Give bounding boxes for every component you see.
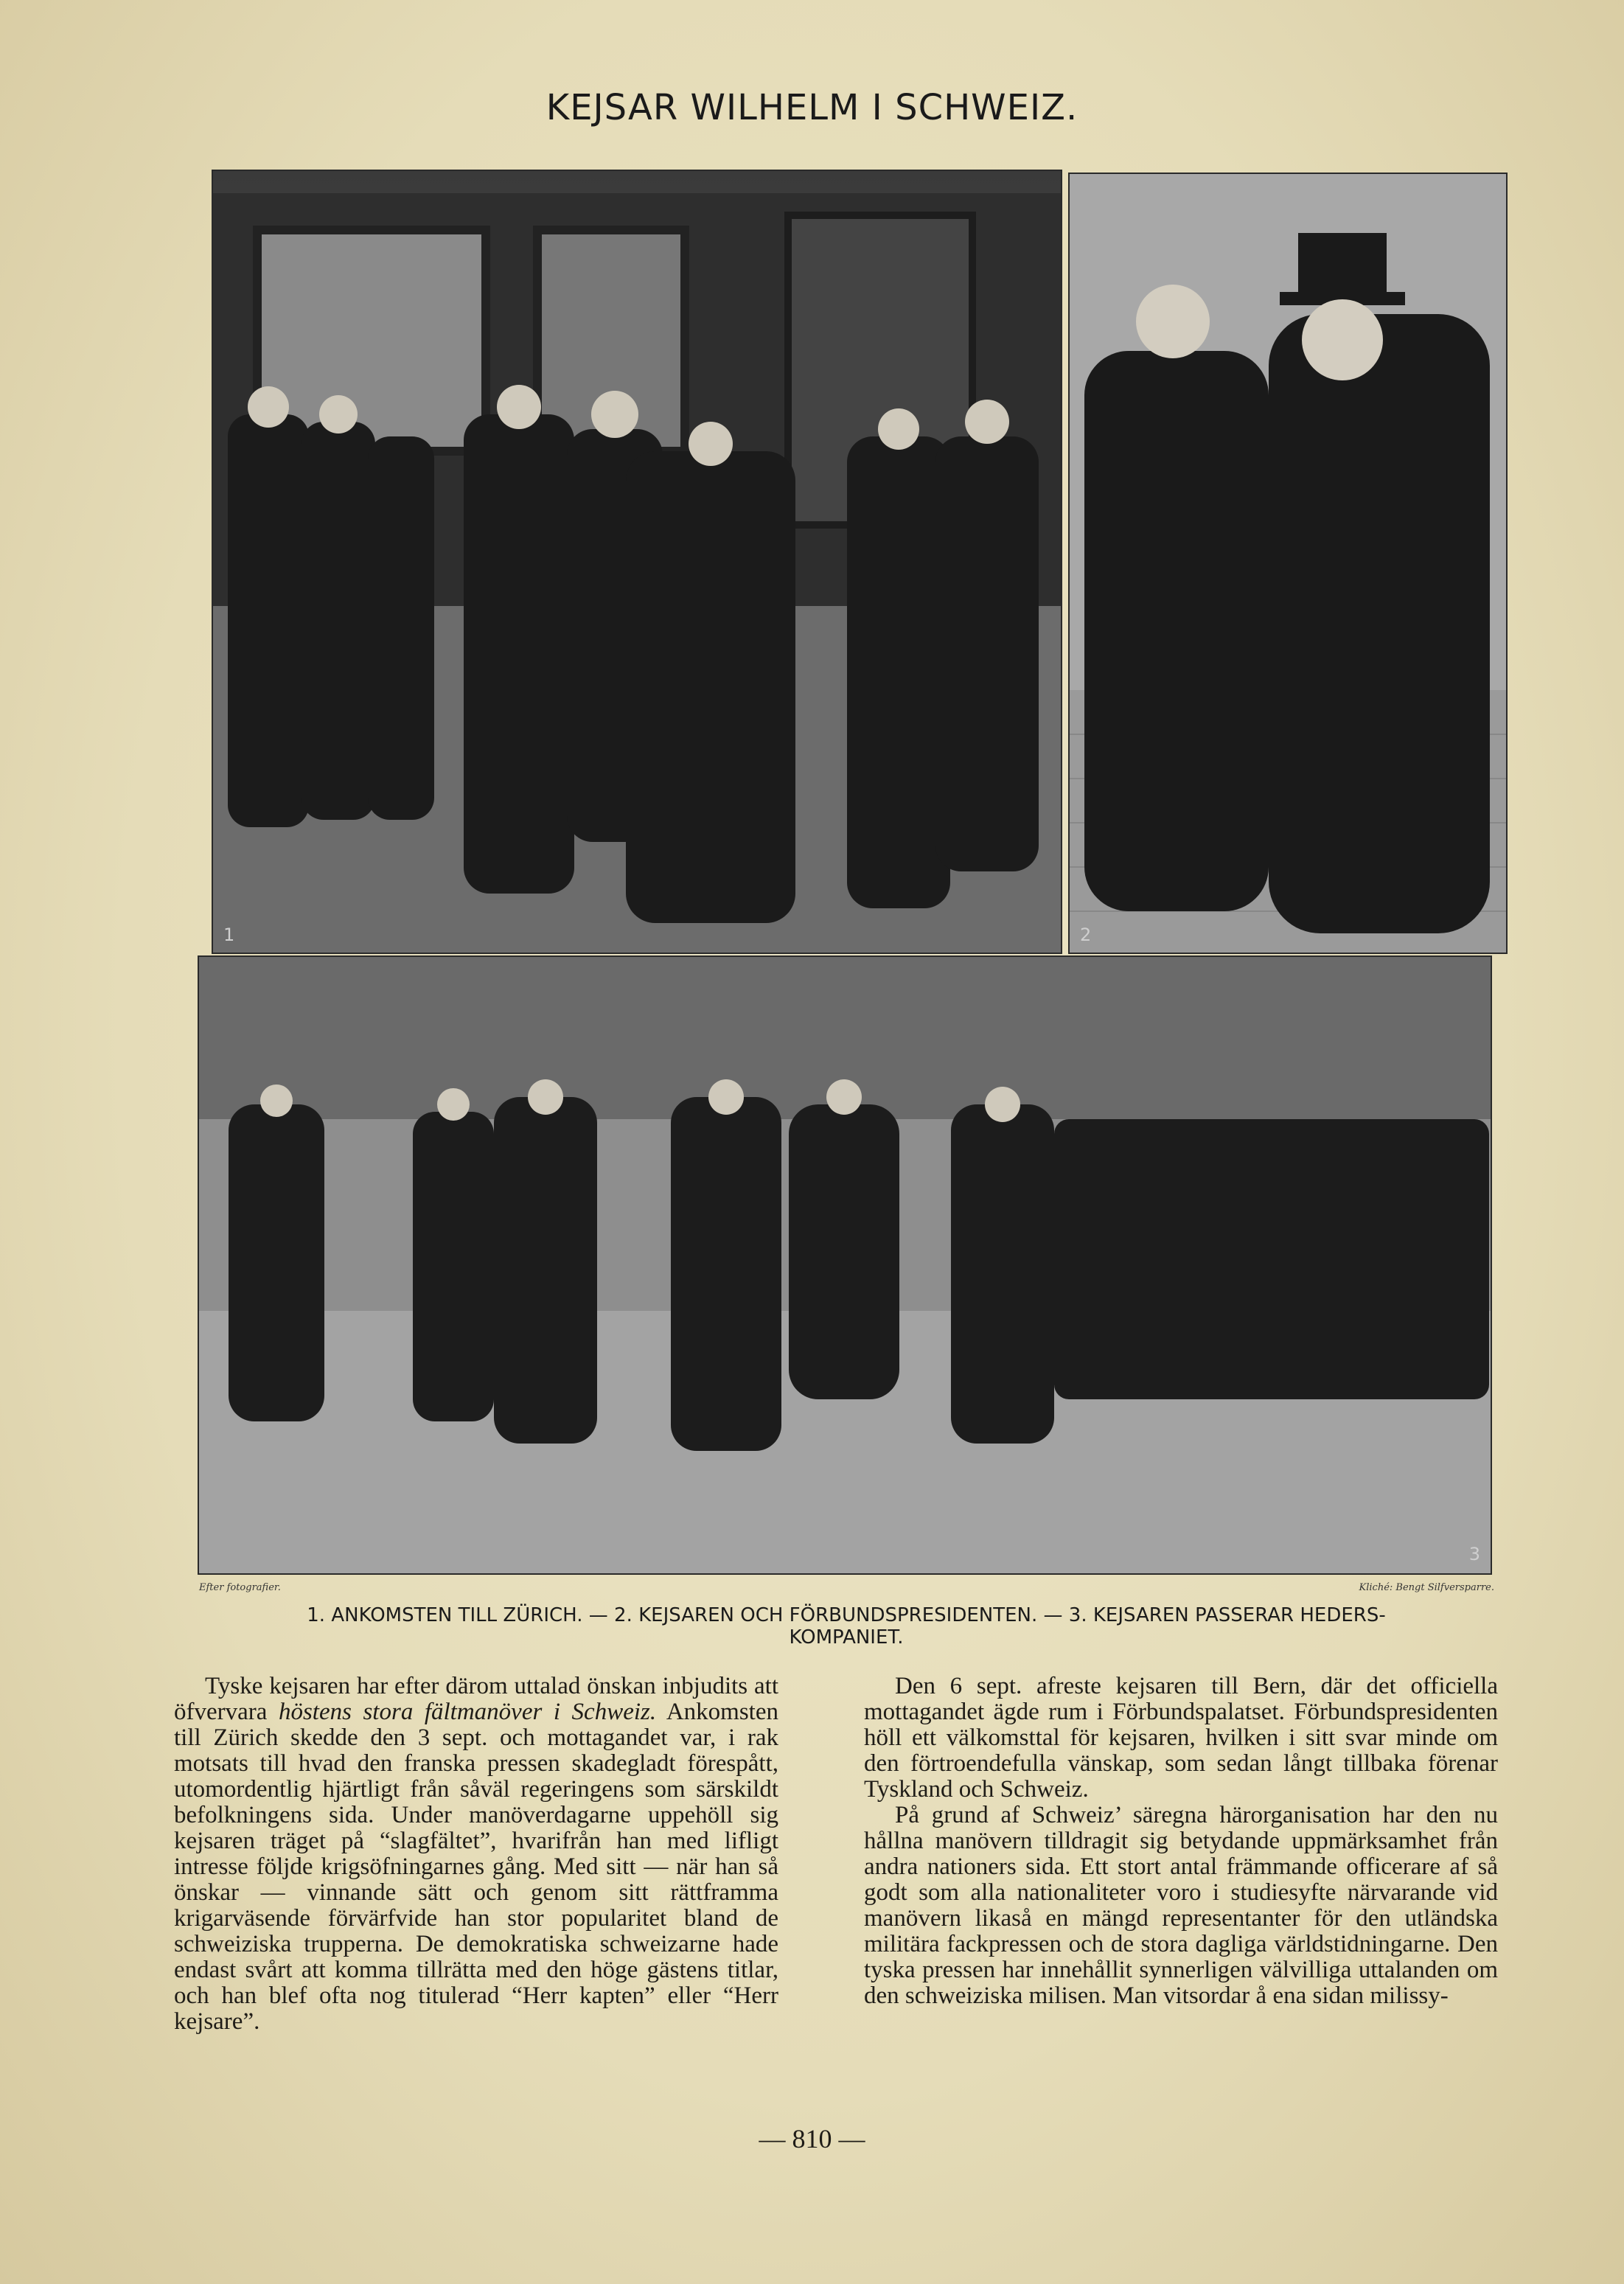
photo-credit-left: Efter fotografier. xyxy=(199,1582,281,1593)
right-paragraph-2: På grund af Schweiz’ säregna härorganisation har den nu hållna manövern tilldragit sig betydande uppmärksamhet från andra nationers sida. Ett stort antal främmande officerare af så godt som alla nationaliteter voro i studiesyfte närvarande vid manövern likaså en mängd representanter för den utländska militära fackpressen och de stora dagliga världstidningarne. Den tyska pressen har innehållit synnerligen välvilliga uttalanden om den schweiziska milisen. Man vitsordar å ena sidan milissy- xyxy=(864,1802,1498,2009)
photo-number-3: 3 xyxy=(1468,1544,1480,1564)
left-paragraph-start: Tyske kejsaren har efter därom uttalad önskan inbjudits att öfvervara xyxy=(174,1673,778,1725)
photo-number-2: 2 xyxy=(1080,925,1092,945)
photo-honour-company xyxy=(198,955,1492,1575)
figure-caption-line-1: 1. ANKOMSTEN TILL ZÜRICH. — 2. KEJSAREN OCH FÖRBUNDSPRESIDENTEN. — 3. KEJSAREN PASSERAR HEDERS- xyxy=(307,1604,1386,1626)
photo-emperor-and-president-image xyxy=(1070,174,1506,953)
photo-honour-company-image xyxy=(199,957,1491,1573)
figure-caption xyxy=(198,1604,1495,1648)
photo-arrival-zurich xyxy=(212,170,1062,954)
photo-emperor-and-president xyxy=(1068,173,1508,954)
left-paragraph-end: Ankomsten till Zürich skedde den 3 sept. och mottagandet var, i rak motsats till hvad den franska pressen skadegladt förespått, utomordentlig hjärtligt från såväl regeringens som särskildt befolkningens sida. Under manöverdagarne uppehöll sig kejsaren träget på “slagfältet”, hvarifrån han med lifligt intresse följde krigsöfningarnes gång. Med sitt — när han så önskar — vinnande sätt och genom sitt rättframma krigarväsende förvärfvide han stor popularitet bland de schweiziska trupperna. De demokratiska schweizarne hade endast svårt att komma tillrätta med den höge gästens titlar, och han blef ofta nog titulerad “Herr kapten” eller “Herr kejsare”. xyxy=(174,1699,778,2035)
page-title: KEJSAR WILHELM I SCHWEIZ. xyxy=(546,87,1078,128)
page-number: — 810 — xyxy=(759,2124,865,2154)
photo-number-1: 1 xyxy=(223,925,235,945)
right-column xyxy=(864,1674,1498,2009)
photo-credit-right: Kliché: Bengt Silfversparre. xyxy=(1359,1582,1494,1593)
left-column xyxy=(174,1674,778,2035)
left-paragraph xyxy=(174,1674,778,2035)
figure-caption-line-2: KOMPANIET. xyxy=(789,1626,904,1648)
photo-arrival-zurich-image xyxy=(213,171,1061,953)
right-paragraph-1: Den 6 sept. afreste kejsaren till Bern, där det officiella mottagandet ägde rum i Förbundspalatset. Förbundspresidenten höll ett välkomsttal för kejsaren, hvilken i sitt svar minde om den förtroendefulla vänskap, som sedan långt tillbaka förenar Tyskland och Schweiz. xyxy=(864,1673,1498,1803)
left-paragraph-italic: höstens stora fältmanöver i Schweiz. xyxy=(278,1699,657,1725)
